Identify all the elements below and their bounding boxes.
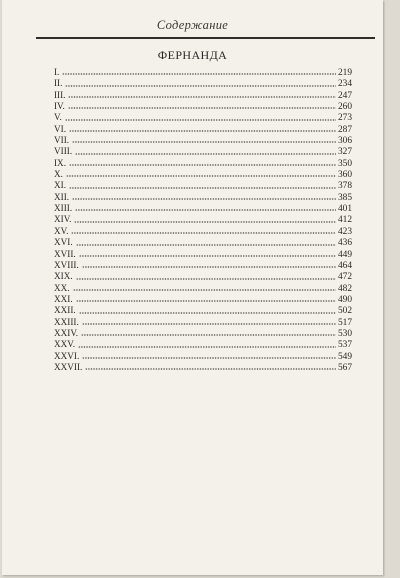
toc-chapter-number: XXII. xyxy=(54,305,76,316)
toc-dot-leader xyxy=(76,244,336,246)
toc-chapter-number: XVIII. xyxy=(54,259,79,270)
toc-entry xyxy=(54,203,352,214)
toc-dot-leader xyxy=(82,323,336,325)
toc-entry xyxy=(54,135,352,146)
toc-entry xyxy=(54,180,352,191)
toc-page-number: 472 xyxy=(337,272,352,283)
toc-dot-leader xyxy=(65,85,336,87)
toc-chapter-number: XXI. xyxy=(54,293,73,304)
toc-chapter-number: XXIV. xyxy=(54,327,79,338)
toc-chapter-number: III. xyxy=(54,89,66,100)
toc-page-number: 436 xyxy=(337,238,352,249)
toc-chapter-number: XVII. xyxy=(54,248,76,259)
toc-dot-leader xyxy=(65,119,336,121)
toc-entry xyxy=(54,101,352,112)
toc-dot-leader xyxy=(69,187,336,189)
toc-chapter-number: XIII. xyxy=(54,203,73,214)
toc-page-number: 423 xyxy=(337,226,352,237)
header-rule xyxy=(36,37,375,39)
toc-chapter-number: IV. xyxy=(54,101,65,112)
toc-entry xyxy=(54,192,352,203)
toc-entry xyxy=(54,112,352,123)
table-of-contents xyxy=(54,67,352,373)
toc-page-number: 306 xyxy=(337,136,352,147)
toc-dot-leader xyxy=(81,334,336,336)
toc-dot-leader xyxy=(69,164,336,166)
toc-chapter-number: XIV. xyxy=(54,214,72,225)
toc-dot-leader xyxy=(72,141,336,143)
toc-entry xyxy=(54,351,352,362)
toc-entry xyxy=(54,237,352,248)
toc-entry xyxy=(54,214,352,225)
toc-page-number: 287 xyxy=(337,124,352,135)
toc-chapter-number: XX. xyxy=(54,282,70,293)
toc-chapter-number: XVI. xyxy=(54,237,73,248)
book-page xyxy=(2,0,383,575)
toc-dot-leader xyxy=(75,209,336,211)
toc-chapter-number: XV. xyxy=(54,225,69,236)
toc-page-number: 482 xyxy=(337,283,352,294)
toc-page-number: 247 xyxy=(337,90,352,101)
toc-entry xyxy=(54,90,352,101)
toc-page-number: 549 xyxy=(337,351,352,362)
toc-entry xyxy=(54,226,352,237)
toc-chapter-number: VIII. xyxy=(54,146,73,157)
toc-dot-leader xyxy=(79,312,336,314)
toc-chapter-number: XIX. xyxy=(54,271,73,282)
toc-page-number: 412 xyxy=(337,215,352,226)
toc-entry xyxy=(54,305,352,316)
toc-entry xyxy=(54,283,352,294)
toc-chapter-number: VI. xyxy=(54,123,66,134)
toc-entry xyxy=(54,249,352,260)
section-title: ФЕРНАНДА xyxy=(157,48,228,62)
toc-page-number: 360 xyxy=(337,170,352,181)
toc-page-number: 464 xyxy=(337,260,352,271)
toc-entry xyxy=(54,146,352,157)
toc-page-number: 234 xyxy=(337,79,352,90)
toc-chapter-number: XXVI. xyxy=(54,350,80,361)
toc-entry xyxy=(54,67,352,78)
toc-dot-leader xyxy=(78,346,336,348)
toc-page-number: 567 xyxy=(337,362,352,373)
toc-dot-leader xyxy=(68,96,335,98)
toc-entry xyxy=(54,260,352,271)
toc-chapter-number: XXVII. xyxy=(54,361,83,372)
toc-page-number: 401 xyxy=(337,204,352,215)
toc-page-number: 537 xyxy=(337,340,352,351)
toc-dot-leader xyxy=(66,175,336,177)
toc-page-number: 378 xyxy=(337,181,352,192)
toc-page-number: 530 xyxy=(337,328,352,339)
toc-entry xyxy=(54,169,352,180)
toc-chapter-number: XXIII. xyxy=(54,316,79,327)
toc-entry xyxy=(54,328,352,339)
toc-dot-leader xyxy=(85,368,336,370)
toc-dot-leader xyxy=(79,255,336,257)
toc-page-number: 260 xyxy=(337,102,352,113)
toc-dot-leader xyxy=(75,153,336,155)
toc-chapter-number: IX. xyxy=(54,157,66,168)
toc-entry xyxy=(54,294,352,305)
toc-entry xyxy=(54,124,352,135)
toc-dot-leader xyxy=(82,357,336,359)
toc-dot-leader xyxy=(73,289,336,291)
toc-entry xyxy=(54,317,352,328)
toc-dot-leader xyxy=(69,130,336,132)
toc-entry xyxy=(54,271,352,282)
toc-dot-leader xyxy=(68,107,336,109)
toc-entry xyxy=(54,339,352,350)
toc-chapter-number: II. xyxy=(54,78,63,89)
toc-dot-leader xyxy=(72,198,336,200)
toc-dot-leader xyxy=(62,73,336,75)
toc-entry xyxy=(54,78,352,89)
toc-chapter-number: XII. xyxy=(54,191,70,202)
toc-page-number: 273 xyxy=(337,113,352,124)
toc-chapter-number: XXV. xyxy=(54,339,76,350)
toc-dot-leader xyxy=(76,300,336,302)
toc-page-number: 385 xyxy=(337,192,352,203)
toc-page-number: 350 xyxy=(337,158,352,169)
page-header-title: Содержание xyxy=(156,18,229,32)
toc-dot-leader xyxy=(71,232,336,234)
toc-chapter-number: XI. xyxy=(54,180,66,191)
toc-entry xyxy=(54,362,352,373)
toc-dot-leader xyxy=(76,278,336,280)
toc-chapter-number: VII. xyxy=(54,135,70,146)
toc-chapter-number: X. xyxy=(54,169,63,180)
toc-dot-leader xyxy=(74,221,335,223)
toc-chapter-number: I. xyxy=(54,67,60,77)
toc-page-number: 490 xyxy=(337,294,352,305)
toc-entry xyxy=(54,158,352,169)
toc-dot-leader xyxy=(82,266,336,268)
toc-page-number: 502 xyxy=(337,306,352,317)
toc-chapter-number: V. xyxy=(54,112,62,123)
toc-page-number: 327 xyxy=(337,147,352,158)
toc-page-number: 449 xyxy=(337,249,352,260)
toc-page-number: 517 xyxy=(337,317,352,328)
toc-page-number: 219 xyxy=(337,68,352,78)
